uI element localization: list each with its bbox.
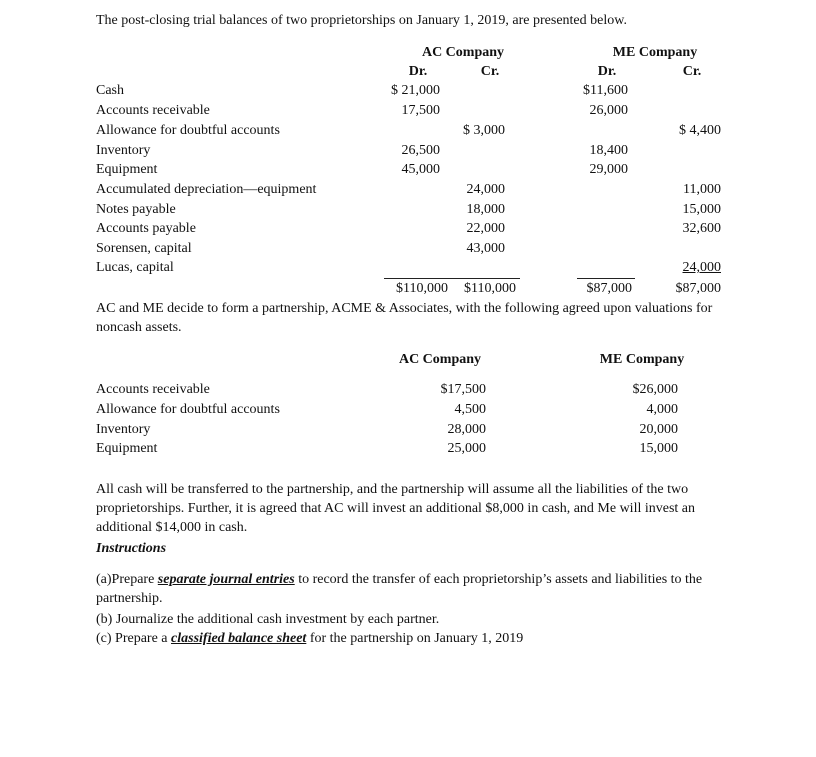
val-ac: 28,000 — [447, 422, 486, 437]
tb-header-ac: AC Company — [421, 45, 505, 60]
instruction-c — [96, 630, 523, 648]
tb-ac-dr: 45,000 — [401, 162, 440, 177]
tb-me-dr: 26,000 — [589, 103, 628, 118]
tb-total-me-cr: $87,000 — [675, 281, 721, 296]
tb-ac-cr: 24,000 — [466, 182, 505, 197]
classified-balance-sheet-link[interactable]: classified balance sheet — [171, 631, 307, 646]
tb-row-label: Cash — [96, 83, 124, 98]
tb-me-dr: 29,000 — [589, 162, 628, 177]
tb-row-label: Accumulated depreciation—equipment — [96, 182, 317, 197]
tb-row-label: Accounts receivable — [96, 103, 210, 118]
tb-ac-cr-header: Cr. — [480, 64, 500, 79]
partnership-text: AC and ME decide to form a partnership, ACME & Associates, with the following agreed upon valuations for noncash assets. — [96, 301, 713, 335]
tb-ac-cr: 22,000 — [466, 221, 505, 236]
val-me: 20,000 — [639, 422, 678, 437]
tb-row-label: Sorensen, capital — [96, 241, 192, 256]
intro-text: The post-closing trial balances of two proprietorships on January 1, 2019, are presented below. — [96, 13, 627, 28]
tb-total-me-dr: $87,000 — [586, 281, 632, 296]
instruction-c-suffix: for the partnership on January 1, 2019 — [306, 631, 524, 646]
val-ac: $17,500 — [440, 382, 486, 397]
val-me: $26,000 — [632, 382, 678, 397]
tb-me-cr: 32,600 — [682, 221, 721, 236]
tb-me-cr: 24,000 — [682, 260, 721, 275]
val-ac: 4,500 — [454, 402, 486, 417]
tb-row-label: Notes payable — [96, 202, 176, 217]
tb-ac-dr: 26,500 — [401, 143, 440, 158]
instruction-a-suffix: to record the transfer of each proprietorship’s assets and liabilities to the partnership. — [96, 572, 703, 606]
tb-row-label: Inventory — [96, 143, 151, 158]
instruction-a-prefix: (a)Prepare — [96, 572, 158, 587]
instruction-a — [96, 570, 716, 608]
val-row-label: Inventory — [96, 422, 151, 437]
tb-me-dr: $11,600 — [583, 83, 628, 98]
tb-me-dr-total-rule — [577, 278, 635, 279]
val-header-ac: AC Company — [398, 352, 482, 367]
val-me: 4,000 — [646, 402, 678, 417]
tb-me-cr: 11,000 — [683, 182, 721, 197]
tb-ac-dr-header: Dr. — [408, 64, 428, 79]
val-row-label: Accounts receivable — [96, 382, 210, 397]
tb-row-label: Allowance for doubtful accounts — [96, 123, 280, 138]
tb-me-dr: 18,400 — [589, 143, 628, 158]
tb-total-ac-cr: $110,000 — [464, 281, 516, 296]
tb-me-dr-header: Dr. — [597, 64, 617, 79]
tb-ac-total-rule — [384, 278, 520, 279]
val-ac: 25,000 — [447, 441, 486, 456]
tb-row-label: Lucas, capital — [96, 260, 174, 275]
separate-journal-entries-link[interactable]: separate journal entries — [157, 572, 295, 587]
tb-ac-cr: 18,000 — [466, 202, 505, 217]
tb-ac-cr: 43,000 — [466, 241, 505, 256]
tb-header-me: ME Company — [612, 45, 698, 60]
transfer-text: All cash will be transferred to the partnership, and the partnership will assume all the liabilities of the two proprietorships. Further, it is agreed that AC will invest an additional $8,000 in cash, and Me will invest an additional $14,000 in cash. — [96, 482, 696, 535]
instruction-b: (b) Journalize the additional cash investment by each partner. — [96, 612, 440, 627]
val-row-label: Equipment — [96, 441, 158, 456]
val-header-me: ME Company — [599, 352, 685, 367]
tb-ac-dr: 17,500 — [401, 103, 440, 118]
tb-ac-dr: $ 21,000 — [391, 83, 440, 98]
tb-total-ac-dr: $110,000 — [396, 281, 448, 296]
tb-me-cr-header: Cr. — [682, 64, 702, 79]
tb-row-label: Accounts payable — [96, 221, 196, 236]
val-row-label: Allowance for doubtful accounts — [96, 402, 280, 417]
instructions-heading: Instructions — [96, 541, 167, 556]
tb-ac-cr: $ 3,000 — [463, 123, 505, 138]
instruction-c-prefix: (c) Prepare a — [96, 631, 172, 646]
tb-row-label: Equipment — [96, 162, 158, 177]
tb-me-cr: 15,000 — [682, 202, 721, 217]
val-me: 15,000 — [639, 441, 678, 456]
tb-me-cr: $ 4,400 — [679, 123, 721, 138]
